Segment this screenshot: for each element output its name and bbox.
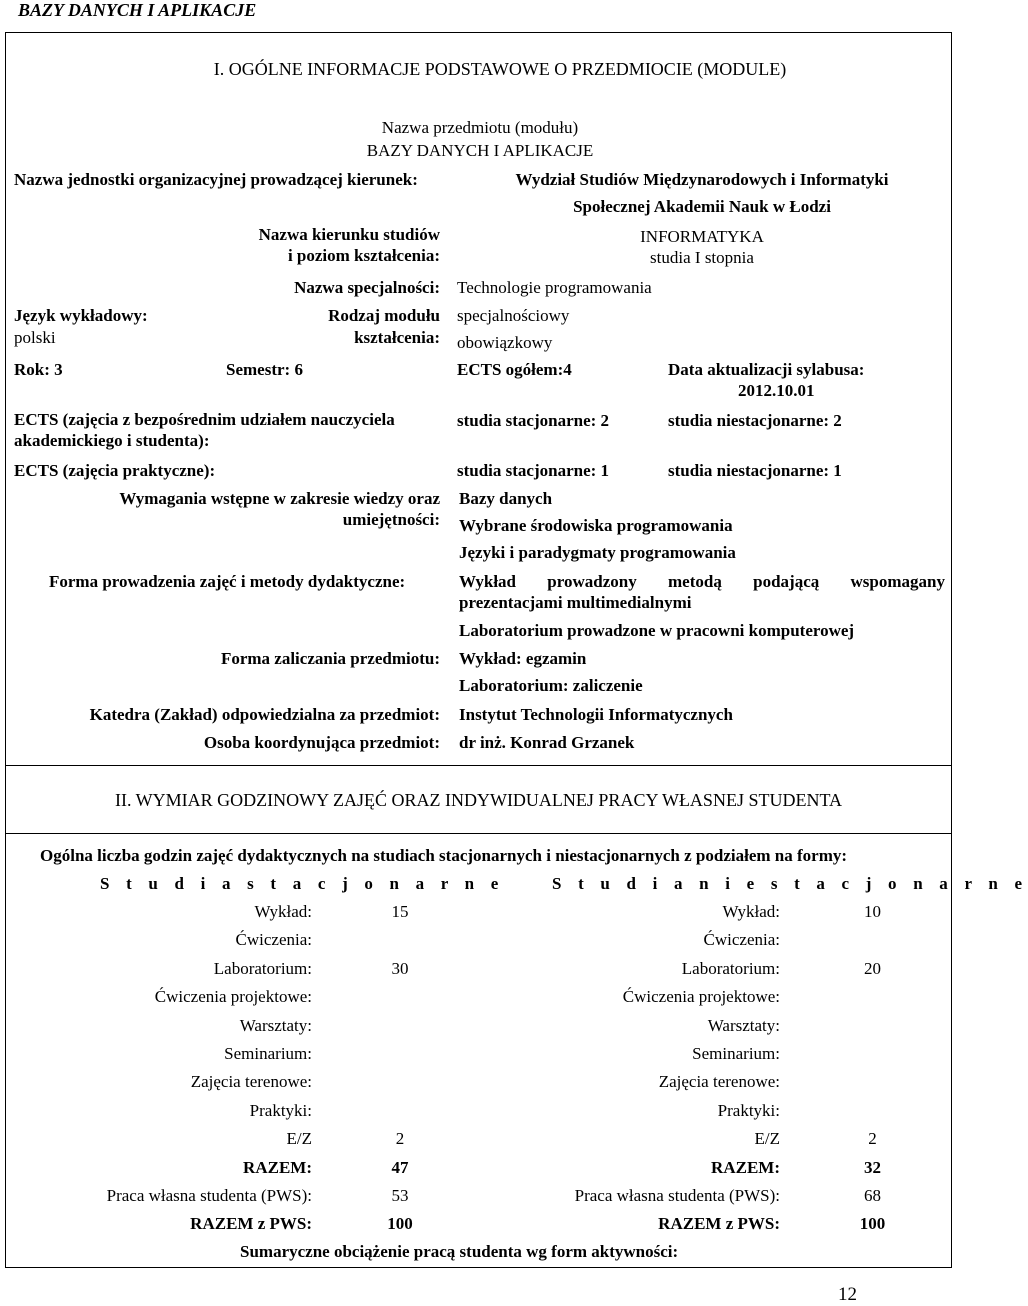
hours-row-label-part-time: E/Z xyxy=(754,1129,780,1148)
prereq-item: Bazy danych xyxy=(459,489,553,508)
unit-line-2: Społecznej Akademii Nauk w Łodzi xyxy=(573,197,831,216)
section-1-title: I. OGÓLNE INFORMACJE PODSTAWOWE O PRZEDMIOCIE (MODULE) xyxy=(213,59,787,79)
methods-line-2: prezentacjami multimedialnymi xyxy=(459,593,692,612)
methods-word: metodą xyxy=(668,572,722,591)
prereq-item: Języki i paradygmaty programowania xyxy=(459,543,736,562)
hours-row-label-full-time: Ćwiczenia projektowe: xyxy=(154,987,312,1006)
hours-row-value-part-time: 2 xyxy=(868,1129,877,1148)
ects-contact-label-2: akademickiego i studenta): xyxy=(14,431,210,450)
ects-contact-full-time: studia stacjonarne: 2 xyxy=(457,411,610,430)
full-time-heading: S t u d i a s t a c j o n a r n e xyxy=(100,874,505,893)
module-type-label-2: kształcenia: xyxy=(354,328,440,347)
language-value: polski xyxy=(14,328,56,347)
ects-practical-label: ECTS (zajęcia praktyczne): xyxy=(14,461,216,480)
methods-word: wspomagany xyxy=(850,572,945,591)
methods-word: prowadzony xyxy=(547,572,637,591)
hours-row-label-part-time: Ćwiczenia projektowe: xyxy=(622,987,780,1006)
ects-practical-part-time: studia niestacjonarne: 1 xyxy=(668,461,842,480)
prereq-label-2: umiejętności: xyxy=(342,510,440,529)
field-label-1: Nazwa kierunku studiów xyxy=(258,225,440,244)
hours-row-value-full-time: 53 xyxy=(391,1186,409,1205)
methods-word: Wykład xyxy=(459,572,517,591)
hours-row-label-full-time: RAZEM z PWS: xyxy=(190,1214,312,1233)
hours-row-value-full-time: 47 xyxy=(391,1158,409,1177)
hours-row-value-part-time: 20 xyxy=(864,959,881,978)
hours-row-label-full-time: Zajęcia terenowe: xyxy=(190,1072,312,1091)
hours-row-label-full-time: Praca własna studenta (PWS): xyxy=(106,1186,312,1205)
year: Rok: 3 xyxy=(14,360,63,379)
field-label-2: i poziom kształcenia: xyxy=(287,246,440,265)
hours-row-value-full-time: 2 xyxy=(395,1129,405,1148)
hours-row-label-part-time: Laboratorium: xyxy=(681,959,780,978)
document-header: BAZY DANYCH I APLIKACJE xyxy=(18,0,257,20)
methods-word: podającą xyxy=(753,572,820,591)
hours-row-value-part-time: 68 xyxy=(864,1186,881,1205)
section-divider xyxy=(5,833,952,834)
assessment-line-1: Wykład: egzamin xyxy=(459,649,587,668)
hours-row-label-full-time: Warsztaty: xyxy=(239,1016,312,1035)
field-value-2: studia I stopnia xyxy=(650,248,754,267)
hours-row-label-part-time: RAZEM z PWS: xyxy=(658,1214,780,1233)
hours-row-value-full-time: 100 xyxy=(387,1214,413,1233)
hours-row-label-part-time: Ćwiczenia: xyxy=(703,930,780,949)
hours-row-value-full-time: 15 xyxy=(391,902,409,921)
unit-label: Nazwa jednostki organizacyjnej prowadzącej kierunek: xyxy=(14,170,418,189)
hours-row-value-part-time: 100 xyxy=(859,1214,886,1233)
coordinator-label: Osoba koordynująca przedmiot: xyxy=(203,733,440,752)
update-label: Data aktualizacji sylabusa: xyxy=(668,360,865,379)
module-type-value-2: obowiązkowy xyxy=(457,333,553,352)
hours-intro: Ogólna liczba godzin zajęć dydaktycznych na studiach stacjonarnych i niestacjonarnych z podziałem na formy: xyxy=(40,846,848,865)
hours-row-label-part-time: Praktyki: xyxy=(717,1101,780,1120)
section-divider xyxy=(5,765,952,766)
hours-row-label-part-time: Warsztaty: xyxy=(707,1016,780,1035)
hours-row-label-part-time: RAZEM: xyxy=(711,1158,780,1177)
unit-line-1: Wydział Studiów Międzynarodowych i Informatyki xyxy=(515,170,889,189)
department-value: Instytut Technologii Informatycznych xyxy=(459,705,733,724)
section-2-title: II. WYMIAR GODZINOWY ZAJĘĆ ORAZ INDYWIDUALNEJ PRACY WŁASNEJ STUDENTA xyxy=(115,790,842,810)
hours-row-label-part-time: Praca własna studenta (PWS): xyxy=(574,1186,780,1205)
module-type-label-1: Rodzaj modułu xyxy=(328,306,440,325)
module-type-value-1: specjalnościowy xyxy=(457,306,570,325)
page-number: 12 xyxy=(838,1284,857,1305)
coordinator-value: dr inż. Konrad Grzanek xyxy=(459,733,635,752)
assessment-line-2: Laboratorium: zaliczenie xyxy=(459,676,643,695)
field-value-1: INFORMATYKA xyxy=(640,227,764,246)
hours-row-value-part-time: 10 xyxy=(864,902,881,921)
hours-row-label-full-time: Praktyki: xyxy=(249,1101,312,1120)
ects-practical-full-time: studia stacjonarne: 1 xyxy=(457,461,610,480)
specialty-label: Nazwa specjalności: xyxy=(294,278,440,297)
hours-row-label-part-time: Zajęcia terenowe: xyxy=(658,1072,780,1091)
methods-label: Forma prowadzenia zajęć i metody dydaktyczne: xyxy=(49,572,406,591)
hours-row-label-part-time: Wykład: xyxy=(722,902,780,921)
hours-row-label-full-time: Wykład: xyxy=(254,902,312,921)
ects-contact-label-1: ECTS (zajęcia z bezpośrednim udziałem nauczyciela xyxy=(14,410,395,429)
hours-row-label-full-time: RAZEM: xyxy=(243,1158,312,1177)
language-label: Język wykładowy: xyxy=(14,306,148,325)
hours-row-label-full-time: E/Z xyxy=(286,1129,312,1148)
update-date: 2012.10.01 xyxy=(738,381,815,400)
assessment-label: Forma zaliczania przedmiotu: xyxy=(220,649,440,668)
hours-row-label-part-time: Seminarium: xyxy=(692,1044,780,1063)
subject-name: BAZY DANYCH I APLIKACJE xyxy=(366,141,594,160)
hours-row-value-full-time: 30 xyxy=(391,959,409,978)
part-time-heading: S t u d i a n i e s t a c j o n a r n e xyxy=(552,874,1028,893)
semester: Semestr: 6 xyxy=(226,360,303,379)
specialty-value: Technologie programowania xyxy=(457,278,652,297)
department-label: Katedra (Zakład) odpowiedzialna za przedmiot: xyxy=(89,705,440,724)
methods-line-1 xyxy=(459,572,945,592)
methods-line-3: Laboratorium prowadzone w pracowni komputerowej xyxy=(459,621,855,640)
hours-row-label-full-time: Ćwiczenia: xyxy=(235,930,312,949)
hours-row-label-full-time: Laboratorium: xyxy=(213,959,312,978)
hours-row-label-full-time: Seminarium: xyxy=(224,1044,312,1063)
summary-heading: Sumaryczne obciążenie pracą studenta wg form aktywności: xyxy=(240,1242,679,1261)
hours-row-value-part-time: 32 xyxy=(864,1158,881,1177)
ects-contact-part-time: studia niestacjonarne: 2 xyxy=(668,411,842,430)
prereq-item: Wybrane środowiska programowania xyxy=(459,516,733,535)
subject-name-label: Nazwa przedmiotu (modułu) xyxy=(381,118,579,137)
ects-total: ECTS ogółem:4 xyxy=(457,360,572,379)
prereq-label-1: Wymagania wstępne w zakresie wiedzy oraz xyxy=(119,489,440,508)
